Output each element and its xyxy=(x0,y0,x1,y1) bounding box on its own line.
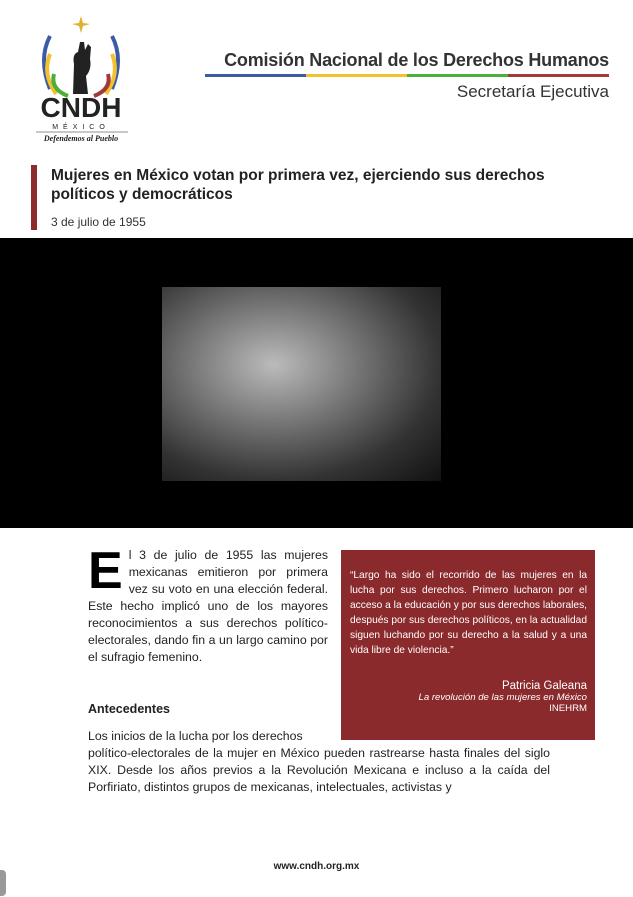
article-title: Mujeres en México votan por primera vez, ejerciendo sus derechos políticos y democráticos xyxy=(51,167,545,203)
svg-text:MÉXICO: MÉXICO xyxy=(52,124,110,131)
department-name: Secretaría Ejecutiva xyxy=(456,82,609,101)
historical-photo xyxy=(162,287,441,481)
section-text: político-electorales de la mujer en México pueden rastrearse hasta finales del siglo XIX. Desde los años previos a la Revolución Mexicana e incluso a la caída del Porfiriato, distintos grupos de mexicanas, intelectuales, activistas y xyxy=(88,746,550,794)
scrollbar-handle[interactable] xyxy=(0,870,6,896)
organization-name: Comisión Nacional de los Derechos Humanos xyxy=(224,50,609,70)
title-accent-bar xyxy=(31,165,37,230)
section-first-line: Los inicios de la lucha por los derechos xyxy=(88,729,303,743)
quote-institution: INEHRM xyxy=(549,703,587,714)
drop-cap: E xyxy=(88,542,123,600)
cndh-logo xyxy=(28,14,138,144)
quote-author: Patricia Galeana xyxy=(501,680,587,692)
section-paragraph xyxy=(88,728,550,796)
intro-text: l 3 de julio de 1955 las mujeres mexicanas emitieron por primera vez su voto en una elección federal. Este hecho implicó uno de los mayores reconocimientos a sus derechos político-electorales, dando fin a un largo camino por el sufragio femenino. xyxy=(88,548,328,664)
section-heading: Antecedentes xyxy=(88,702,170,716)
quote-text: “Largo ha sido el recorrido de las mujeres en la lucha por sus derechos. Primero lucharon por el acceso a la educación y por sus derechos laborales, después por sus derechos políticos, en la actualidad siguen luchando por su derecho a la salud y a una vida libre de violencia.” xyxy=(350,570,587,656)
footer-url[interactable]: www.cndh.org.mx xyxy=(273,861,360,872)
quote-book: La revolución de las mujeres en México xyxy=(418,692,587,703)
article-date: 3 de julio de 1955 xyxy=(51,215,146,229)
intro-paragraph xyxy=(88,542,328,666)
quote-box xyxy=(341,550,595,740)
svg-text:Defendemos al Pueblo: Defendemos al Pueblo xyxy=(43,134,119,143)
logo-acronym: CNDH xyxy=(40,92,122,123)
raised-fist-laurel-icon xyxy=(28,14,138,144)
color-stripe xyxy=(205,74,609,77)
